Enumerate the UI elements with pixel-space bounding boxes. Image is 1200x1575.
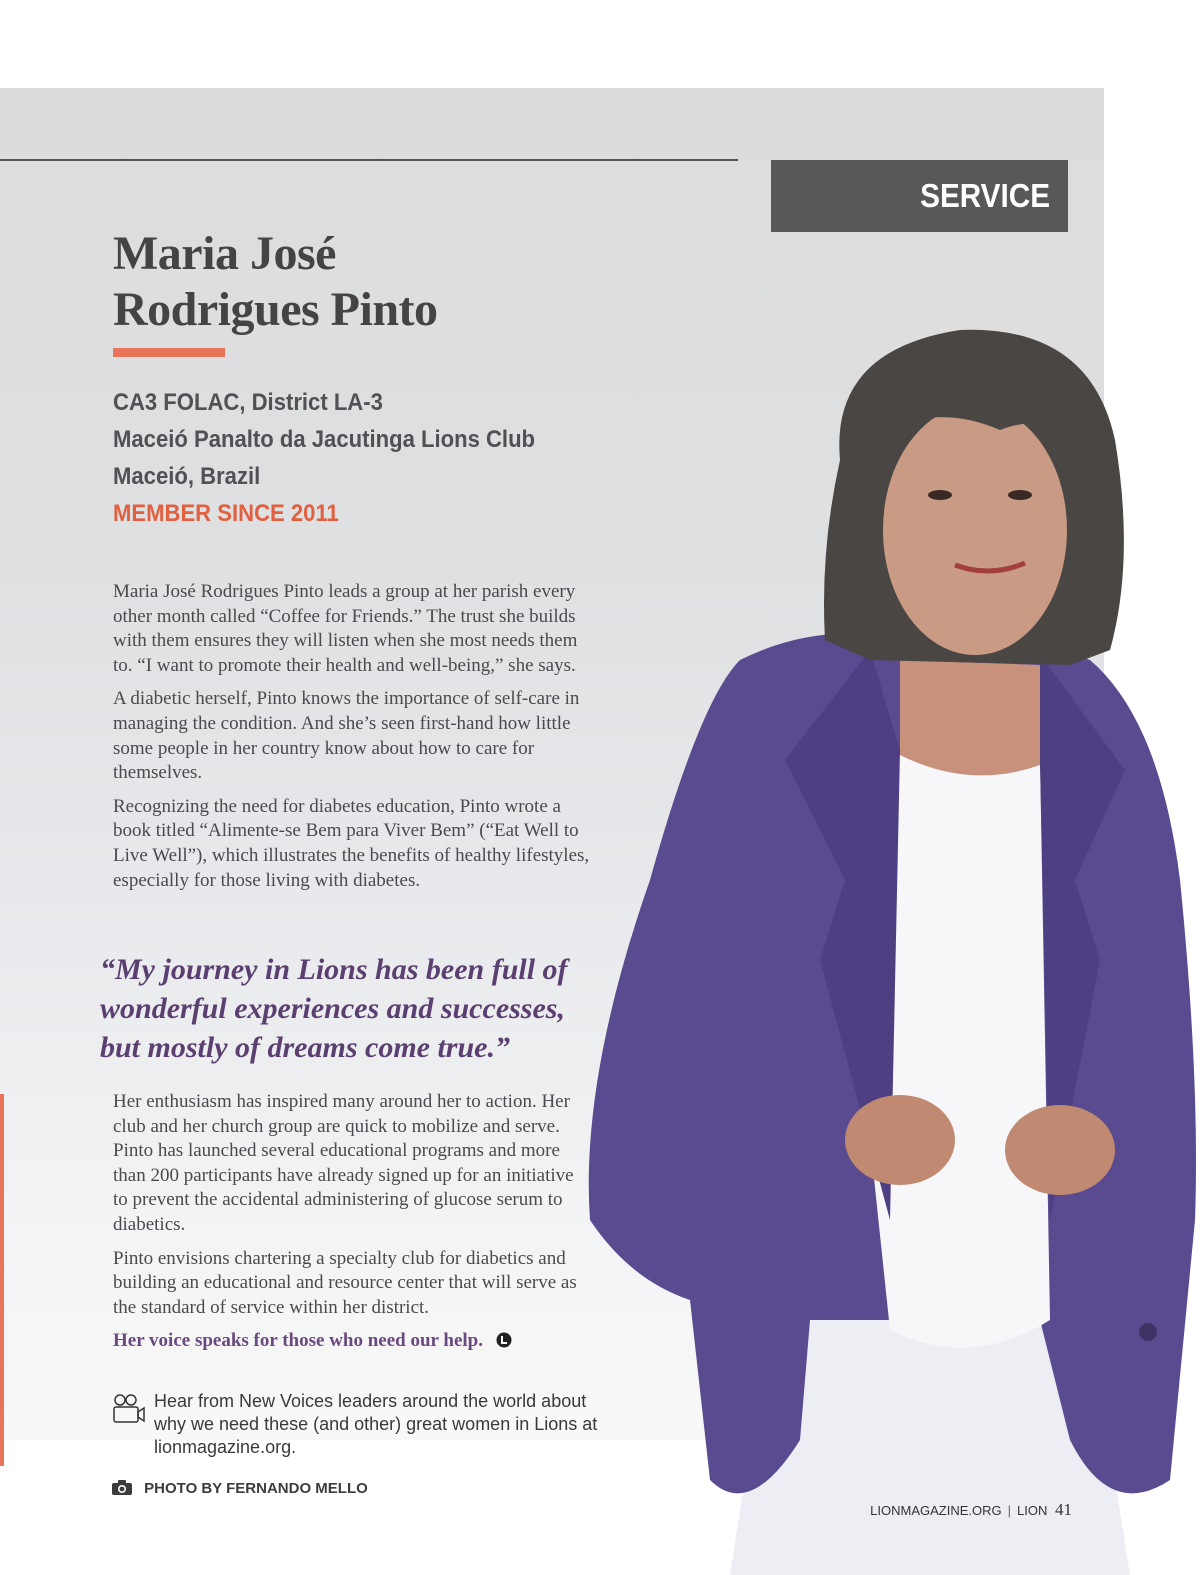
video-note [112,1390,612,1459]
affiliation-club: Maceió Panalto da Jacutinga Lions Club [113,426,536,453]
body-intro [113,580,593,902]
page-number: 41 [1055,1500,1072,1519]
top-rule [0,159,738,161]
video-people-icon [112,1394,146,1424]
location: Maceió, Brazil [113,463,261,490]
paragraph-5: Pinto envisions chartering a specialty club for diabetics and building an educational and resource center that will serve as the standard of service within her district. [113,1247,577,1318]
affiliation-district: CA3 FOLAC, District LA-3 [113,389,383,416]
footer-magazine: LION [1017,1503,1048,1518]
page-footer [870,1500,1072,1520]
pull-quote: “My journey in Lions has been full of wonderful experiences and successes, but mostly of dreams come true.” [100,953,568,1064]
name-line-1: Maria José [113,227,336,280]
video-note-text: Hear from New Voices leaders around the world about why we need these (and other) great women in Lions at lionmagazine.org. [154,1391,598,1457]
name-line-2: Rodrigues Pinto [113,283,438,336]
body-continued [113,1090,593,1329]
footer-site: LIONMAGAZINE.ORG [870,1503,1002,1518]
accent-bar [113,348,225,357]
paragraph-3: Recognizing the need for diabetes education, Pinto wrote a book titled “Alimente-se Bem para Viver Bem” (“Eat Well to Live Well”), which illustrates the benefits of healthy lifestyles, especially for those living with diabetes. [113,795,590,891]
portrait-photo [570,320,1200,1575]
photo-credit-text: PHOTO BY FERNANDO MELLO [144,1480,368,1497]
profile-meta [113,384,535,532]
paragraph-4: Her enthusiasm has inspired many around her to action. Her club and her church group are quick to mobilize and serve. Pinto has launched several educational programs and more than 200 participants have already signed up for an initiative to prevent the accidental administering of glucose serum to diabetics. [113,1091,574,1235]
paragraph-1: Maria José Rodrigues Pinto leads a group at her parish every other month called “Coffee for Friends.” The trust she builds with them ensures they will listen when she most needs them to. “I want to promote their health and well-being,” she says. [113,581,578,676]
member-since: MEMBER SINCE 2011 [113,500,339,527]
lion-end-mark-icon [496,1332,512,1348]
profile-name [113,226,438,338]
closing-line [113,1330,512,1352]
camera-icon [112,1480,132,1495]
closing-text: Her voice speaks for those who need our help. [113,1330,483,1351]
photo-credit [112,1480,368,1497]
paragraph-2: A diabetic herself, Pinto knows the importance of self-care in managing the condition. And she’s seen first-hand how little some people in her country know about how to care for themselves. [113,688,580,784]
side-accent-bar [0,1094,4,1466]
footer-separator: | [1007,1503,1012,1518]
section-tag: SERVICE [771,160,1068,232]
